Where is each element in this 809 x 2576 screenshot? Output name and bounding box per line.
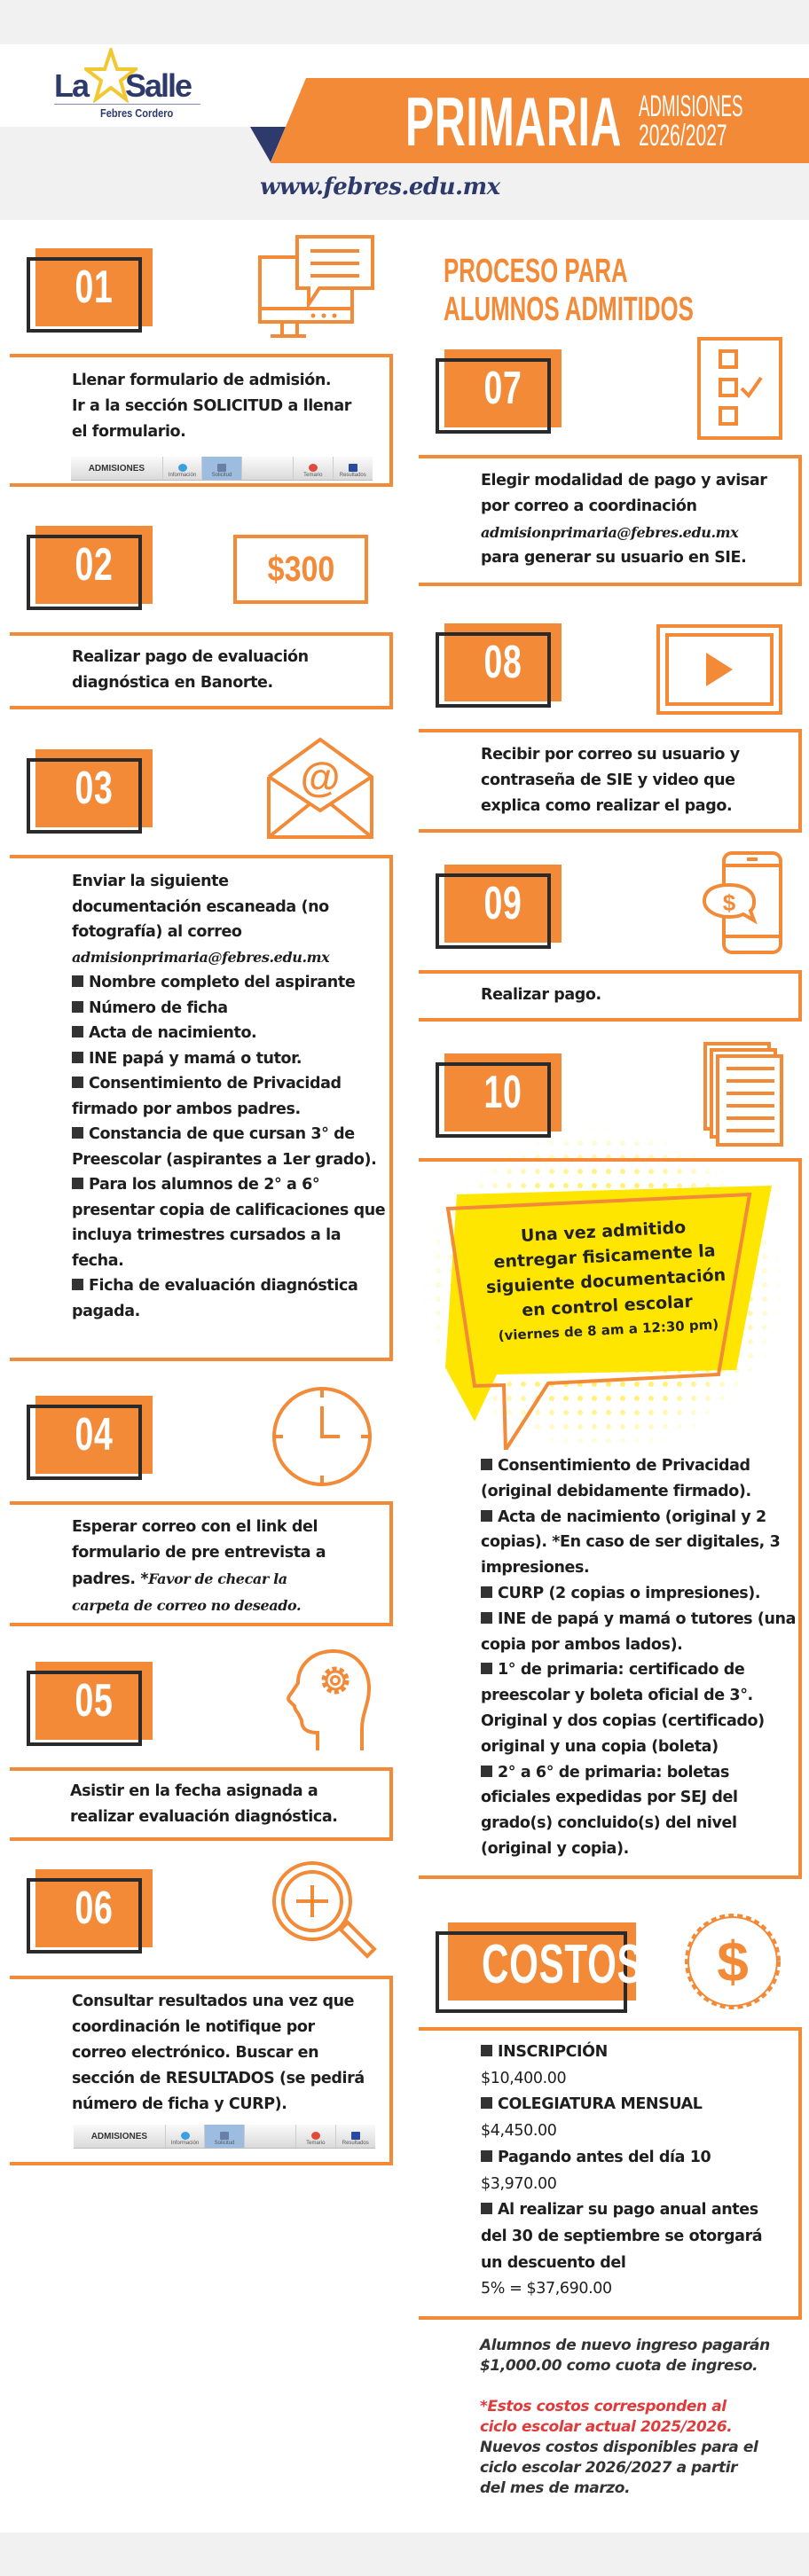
text-line: por correo a coordinación bbox=[481, 497, 697, 515]
clock-icon bbox=[271, 1385, 373, 1488]
top-gray-band bbox=[0, 0, 809, 44]
toolbar-label: Información bbox=[170, 2141, 200, 2146]
text-line: explica como realizar el pago. bbox=[481, 797, 733, 815]
text-line: Enviar la siguiente bbox=[72, 873, 229, 890]
bullet-item bbox=[72, 996, 387, 1022]
info-note: ciclo escolar 2026/2027 a partir bbox=[480, 2459, 738, 2477]
info-icon bbox=[178, 464, 187, 472]
text-line: el formulario. bbox=[72, 423, 186, 441]
bullet-text: Número de ficha bbox=[89, 998, 228, 1017]
bullet-icon bbox=[481, 1510, 492, 1522]
bullet-icon bbox=[72, 1077, 83, 1088]
toolbar-label: Resultados bbox=[339, 473, 366, 478]
bullet-text: Constancia de que cursan 3° de Preescolar (aspirantes a 1er grado). bbox=[72, 1125, 377, 1169]
text-line: fotografía) al correo bbox=[72, 923, 242, 941]
toolbar-informacion[interactable] bbox=[163, 457, 202, 480]
step-08-text bbox=[481, 742, 800, 819]
costs-badge bbox=[436, 1922, 643, 2013]
checkmark-icon bbox=[349, 464, 357, 472]
text-fragment: padres. * bbox=[72, 1570, 149, 1588]
toolbar-temario[interactable] bbox=[294, 457, 333, 480]
bullet-icon bbox=[481, 2150, 492, 2162]
toolbar-label: Temario bbox=[306, 2141, 326, 2146]
bullet-item bbox=[481, 1505, 796, 1581]
toolbar-spacer bbox=[242, 457, 294, 480]
bullet-icon bbox=[72, 975, 83, 987]
toolbar-solicitud[interactable] bbox=[202, 457, 241, 480]
bullet-item bbox=[72, 970, 387, 996]
text-line bbox=[72, 1566, 387, 1593]
text-line: Recibir por correo su usuario y bbox=[481, 746, 740, 763]
step-04-text bbox=[72, 1515, 387, 1618]
spam-note: Favor de checar la bbox=[148, 1570, 287, 1587]
bullet-icon bbox=[481, 1612, 492, 1624]
checkmark-icon bbox=[351, 2132, 360, 2140]
cost-label: Pagando antes del día 10 bbox=[498, 2148, 711, 2166]
magnifier-plus-icon bbox=[270, 1860, 378, 1967]
bullet-item bbox=[481, 1581, 796, 1607]
callout-line: siguiente documentación bbox=[485, 1265, 727, 1298]
costs-title: COSTOS bbox=[482, 1934, 643, 1995]
toolbar-label: Solicitud bbox=[211, 473, 232, 478]
toolbar-title: ADMISIONES bbox=[74, 2125, 166, 2148]
bullet-text: INE papá y mamá o tutor. bbox=[89, 1049, 302, 1068]
callout-text bbox=[475, 1213, 738, 1349]
bullet-text: Acta de nacimiento. bbox=[89, 1024, 257, 1042]
bullet-text: 1° de primaria: certificado de preescolar y boleta oficial de 3°. Original y dos copias (certificado) original y una copia (boleta) bbox=[481, 1661, 765, 1756]
bottom-gray-band bbox=[0, 2533, 809, 2576]
price-value: $300 bbox=[267, 549, 334, 589]
video-play-icon bbox=[656, 624, 782, 715]
step-02-badge bbox=[27, 526, 151, 610]
bullet-icon bbox=[72, 1178, 83, 1189]
step-number: 03 bbox=[75, 763, 114, 814]
step-05-badge bbox=[27, 1662, 151, 1746]
text-line: para generar su usuario en SIE. bbox=[481, 549, 747, 567]
step-06-badge bbox=[27, 1869, 151, 1954]
text-line: Consultar resultados una vez que bbox=[72, 1993, 355, 2010]
bullet-icon bbox=[72, 1052, 83, 1063]
callout-line: entregar fisicamente la bbox=[493, 1241, 717, 1272]
la-salle-logo[interactable] bbox=[49, 50, 208, 121]
bullet-icon bbox=[481, 2097, 492, 2109]
bullet-item bbox=[481, 1760, 796, 1862]
text-line: Llenar formulario de admisión. bbox=[72, 372, 332, 389]
cost-value: 5% = $37,690.00 bbox=[481, 2280, 612, 2298]
bullet-item bbox=[72, 1172, 387, 1273]
toolbar-resultados[interactable] bbox=[336, 2125, 375, 2148]
head-gear-icon bbox=[282, 1649, 375, 1751]
cost-item-colegiatura bbox=[481, 2092, 782, 2118]
logo-brand-right: Salle bbox=[125, 67, 192, 104]
website-link[interactable]: www.febres.edu.mx bbox=[260, 174, 500, 200]
step-10-requirements bbox=[481, 1453, 796, 1862]
bullet-item bbox=[72, 1122, 387, 1172]
text-line: sección de RESULTADOS (se pedirá bbox=[72, 2070, 365, 2087]
info-icon bbox=[181, 2132, 190, 2140]
temario-icon bbox=[311, 2132, 320, 2140]
toolbar-title: ADMISIONES bbox=[71, 457, 163, 480]
cost-label: COLEGIATURA MENSUAL bbox=[498, 2095, 703, 2114]
toolbar-resultados[interactable] bbox=[334, 457, 373, 480]
step-02-text bbox=[72, 645, 382, 696]
temario-icon bbox=[309, 464, 318, 472]
costs-notes bbox=[480, 2336, 799, 2499]
step-number: 01 bbox=[75, 262, 114, 313]
bullet-text: INE de papá y mamá o tutores (una copia por ambos lados). bbox=[481, 1609, 796, 1654]
toolbar-spacer bbox=[245, 2125, 296, 2148]
warning-note: ciclo escolar actual 2025/2026. bbox=[480, 2418, 733, 2436]
svg-text:$: $ bbox=[717, 1930, 749, 1993]
banner-subtitle bbox=[639, 92, 809, 151]
callout-line: en control escolar bbox=[521, 1291, 694, 1320]
dollar-badge-icon bbox=[681, 1910, 784, 2013]
toolbar-label: Información bbox=[168, 473, 197, 478]
bullet-icon bbox=[481, 1459, 492, 1470]
step-number: 02 bbox=[75, 539, 114, 591]
admitted-heading-line2: ALUMNOS ADMITIDOS bbox=[444, 291, 694, 328]
bullet-item bbox=[72, 1046, 387, 1072]
phone-payment-icon bbox=[703, 851, 782, 956]
step-05-text bbox=[70, 1779, 389, 1830]
bullet-icon bbox=[481, 2203, 492, 2214]
step-01-badge bbox=[27, 248, 151, 333]
email-link[interactable]: admisionprimaria@febres.edu.mx bbox=[72, 948, 330, 966]
cost-label: INSCRIPCIÓN bbox=[498, 2043, 608, 2061]
step-number: 06 bbox=[75, 1883, 114, 1934]
admissions-toolbar[interactable] bbox=[74, 2125, 375, 2149]
cost-label: Al realizar su pago anual antes del 30 de septiembre se otorgará un descuento del bbox=[481, 2201, 763, 2272]
new-student-note: Alumnos de nuevo ingreso pagarán bbox=[480, 2337, 770, 2354]
email-link[interactable]: admisionprimaria@febres.edu.mx bbox=[481, 524, 739, 541]
toolbar-temario[interactable] bbox=[296, 2125, 335, 2148]
callout-line: (viernes de 8 am a 12:30 pm) bbox=[498, 1316, 719, 1344]
logo-divider bbox=[54, 104, 200, 105]
step-08-badge bbox=[436, 623, 560, 708]
bullet-icon bbox=[481, 1766, 492, 1777]
text-line: contraseña de SIE y video que bbox=[481, 771, 735, 789]
text-line: Asistir en la fecha asignada a bbox=[70, 1782, 318, 1800]
form-icon bbox=[220, 2132, 229, 2140]
bullet-icon bbox=[481, 1586, 492, 1598]
step-09-text bbox=[481, 983, 800, 1008]
banner-subtitle-line1: ADMISIONES bbox=[639, 90, 743, 123]
cost-value: $10,400.00 bbox=[481, 2069, 567, 2087]
step-03-text bbox=[72, 869, 387, 1324]
bullet-text: 2° a 6° de primaria: boletas oficiales expedidas por SEJ del grado(s) concluido(s) del nivel (original y copia). bbox=[481, 1763, 738, 1858]
text-line: documentación escaneada (no bbox=[72, 897, 329, 916]
text-line: Elegir modalidad de pago y avisar bbox=[481, 472, 767, 489]
costs-list bbox=[481, 2040, 782, 2303]
step-number: 08 bbox=[483, 637, 522, 688]
bullet-text: CURP (2 copias o impresiones). bbox=[498, 1584, 761, 1602]
step-04-badge bbox=[27, 1396, 151, 1480]
info-note: del mes de marzo. bbox=[480, 2479, 631, 2497]
step-03-badge bbox=[27, 749, 151, 834]
text-line: Realizar pago. bbox=[481, 986, 601, 1004]
step-number: 07 bbox=[483, 363, 522, 414]
text-line: Ir a la sección SOLICITUD a llenar bbox=[72, 397, 351, 415]
toolbar-informacion[interactable] bbox=[166, 2125, 205, 2148]
cost-value: $3,970.00 bbox=[481, 2174, 557, 2193]
bullet-icon bbox=[72, 1279, 83, 1290]
bullet-item bbox=[481, 1607, 796, 1658]
toolbar-label: Resultados bbox=[342, 2141, 369, 2146]
bullet-item bbox=[481, 1453, 796, 1505]
text-line: correo electrónico. Buscar en bbox=[72, 2044, 319, 2062]
banner-title: PRIMARIA bbox=[405, 82, 623, 161]
logo-subtitle: Febres Cordero bbox=[100, 106, 174, 120]
bullet-item bbox=[72, 1071, 387, 1122]
checklist-icon bbox=[697, 337, 782, 440]
form-icon bbox=[217, 464, 226, 472]
step-number: 09 bbox=[483, 878, 522, 929]
cost-value: $4,450.00 bbox=[481, 2122, 557, 2141]
step-number: 10 bbox=[483, 1067, 522, 1118]
step-number: 04 bbox=[75, 1409, 114, 1460]
step-09-badge bbox=[436, 865, 560, 949]
bullet-item bbox=[72, 1021, 387, 1046]
cost-item-inscripcion bbox=[481, 2040, 782, 2066]
svg-text:@: @ bbox=[300, 754, 341, 800]
bullet-text: Ficha de evaluación diagnóstica pagada. bbox=[72, 1277, 358, 1320]
text-line: realizar evaluación diagnóstica. bbox=[70, 1808, 338, 1826]
price-box bbox=[233, 535, 368, 604]
bullet-icon bbox=[72, 1001, 83, 1013]
admissions-toolbar[interactable] bbox=[71, 457, 373, 481]
bullet-icon bbox=[481, 2045, 492, 2056]
step-07-text bbox=[481, 468, 800, 571]
step-number: 05 bbox=[75, 1675, 114, 1726]
banner-subtitle-line2: 2026/2027 bbox=[639, 119, 727, 153]
admitted-heading-line1: PROCESO PARA bbox=[444, 253, 628, 290]
step-01-text bbox=[72, 368, 382, 445]
spam-note: carpeta de correo no deseado. bbox=[72, 1597, 302, 1614]
bullet-text: Nombre completo del aspirante bbox=[89, 974, 356, 991]
bullet-item bbox=[72, 1273, 387, 1324]
bullet-text: Para los alumnos de 2° a 6° presentar copia de calificaciones que incluya trimestres cursados a la fecha. bbox=[72, 1176, 386, 1270]
cost-item-early-payment bbox=[481, 2145, 782, 2172]
warning-note: *Estos costos corresponden al bbox=[480, 2398, 727, 2415]
logo-brand-left: La bbox=[54, 67, 89, 104]
text-line: Realizar pago de evaluación bbox=[72, 648, 309, 666]
bullet-item bbox=[481, 1657, 796, 1759]
bullet-icon bbox=[481, 1663, 492, 1674]
bullet-text: Consentimiento de Privacidad (original debidamente firmado). bbox=[481, 1457, 751, 1500]
text-line: número de ficha y CURP). bbox=[72, 2095, 287, 2113]
spacer bbox=[480, 2376, 799, 2397]
bullet-text: Acta de nacimiento (original y 2 copias). *En caso de ser digitales, 3 impresiones. bbox=[481, 1507, 781, 1578]
email-at-icon bbox=[266, 736, 374, 841]
text-line: diagnóstica en Banorte. bbox=[72, 674, 273, 692]
bullet-icon bbox=[72, 1026, 83, 1037]
callout-line: Una vez admitido bbox=[520, 1218, 687, 1246]
info-note: Nuevos costos disponibles para el bbox=[480, 2439, 758, 2456]
cost-item-annual bbox=[481, 2197, 782, 2276]
bullet-icon bbox=[72, 1127, 83, 1139]
toolbar-solicitud[interactable] bbox=[205, 2125, 244, 2148]
admitted-heading bbox=[444, 253, 809, 329]
bullet-text: Consentimiento de Privacidad firmado por ambos padres. bbox=[72, 1075, 342, 1118]
step-07-badge bbox=[436, 349, 560, 434]
text-line: Esperar correo con el link del bbox=[72, 1518, 318, 1536]
new-student-note: $1,000.00 como cuota de ingreso. bbox=[480, 2357, 758, 2375]
svg-text:$: $ bbox=[722, 889, 736, 916]
toolbar-label: Solicitud bbox=[214, 2141, 235, 2146]
text-line: coordinación le notifique por bbox=[72, 2018, 315, 2036]
toolbar-label: Temario bbox=[303, 473, 323, 478]
computer-chat-icon bbox=[257, 235, 377, 340]
text-line: formulario de pre entrevista a bbox=[72, 1544, 326, 1562]
step-06-text bbox=[72, 1989, 391, 2118]
